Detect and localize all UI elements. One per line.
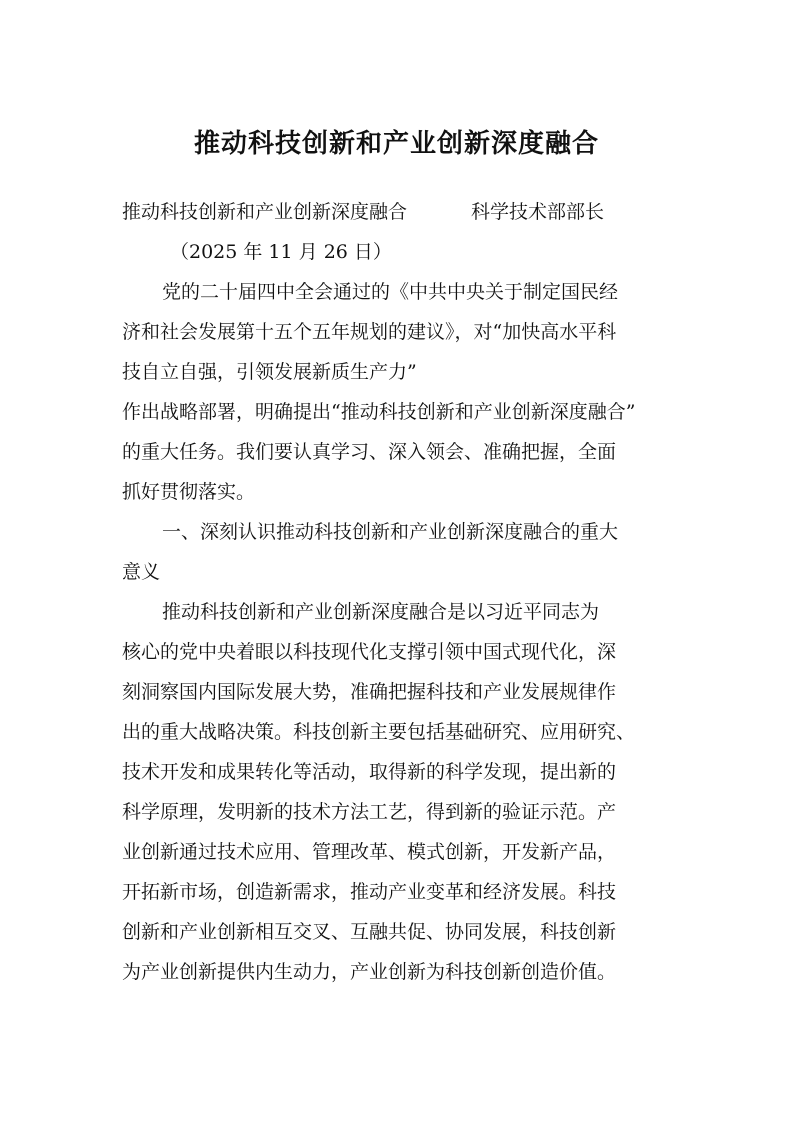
document-title: 推动科技创新和产业创新深度融合 [193, 129, 599, 159]
document-body [122, 192, 682, 992]
paragraph-line: 创新和产业创新相互交叉、互融共促、协同发展，科技创新 [122, 921, 617, 943]
paragraph-line: 为产业创新提供内生动力，产业创新为科技创新创造价值。 [122, 961, 617, 983]
paragraph-line: 科学原理，发明新的技术方法工艺，得到新的验证示范。产 [122, 801, 617, 823]
paragraph-line: 的重大任务。我们要认真学习、深入领会、准确把握，全面 [122, 441, 617, 463]
section-heading-line: 意义 [122, 561, 161, 583]
byline-headline: 推动科技创新和产业创新深度融合 [122, 201, 408, 223]
paragraph-line: 党的二十届四中全会通过的《中共中央关于制定国民经 [162, 281, 619, 303]
paragraph-line: 技术开发和成果转化等活动，取得新的科学发现，提出新的 [122, 761, 617, 783]
byline [122, 192, 682, 232]
byline-date: （2025 年 11 月 26 日） [170, 241, 392, 263]
paragraph-line: 作出战略部署，明确提出“推动科技创新和产业创新深度融合” [122, 401, 636, 423]
paragraph-line: 核心的党中央着眼以科技现代化支撑引领中国式现代化，深 [122, 641, 617, 663]
paragraph-line: 推动科技创新和产业创新深度融合是以习近平同志为 [162, 601, 600, 623]
paragraph-line: 业创新通过技术应用、管理改革、模式创新，开发新产品， [122, 841, 617, 863]
paragraph-line: 出的重大战略决策。科技创新主要包括基础研究、应用研究、 [122, 721, 636, 743]
byline-author-role: 科学技术部部长 [471, 201, 605, 223]
paragraph-line: 济和社会发展第十五个五年规划的建议》，对“加快高水平科 [122, 321, 617, 343]
section-heading-line: 一、深刻认识推动科技创新和产业创新深度融合的重大 [162, 521, 619, 543]
paragraph-line: 刻洞察国内国际发展大势，准确把握科技和产业发展规律作 [122, 681, 617, 703]
paragraph-line: 抓好贯彻落实。 [122, 481, 256, 503]
paragraph-line: 开拓新市场，创造新需求，推动产业变革和经济发展。科技 [122, 881, 617, 903]
paragraph-line: 技自立自强，引领发展新质生产力” [122, 361, 417, 383]
